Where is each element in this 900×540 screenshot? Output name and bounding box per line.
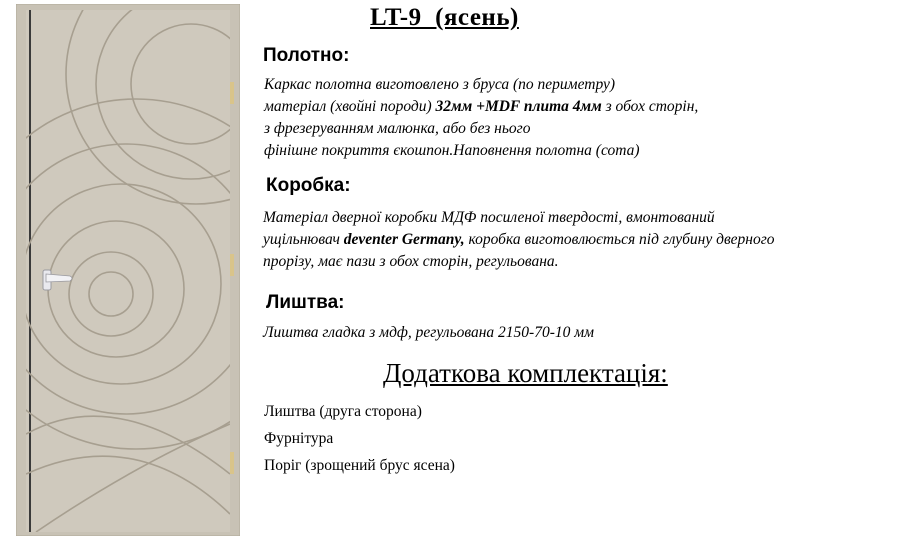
text-line: з фрезеруванням малюнка, або без нього: [264, 120, 531, 137]
list-item: Фурнітура: [264, 430, 334, 447]
text-line: прорізу, має пази з обох сторін, регульована.: [263, 253, 559, 270]
list-item: Поріг (зрощений брус ясена): [264, 457, 455, 474]
product-title: LT-9 (ясень): [370, 4, 519, 31]
list-item: Лиштва (друга сторона): [264, 403, 422, 420]
door-panel: [26, 10, 230, 532]
section-text-lyshtva: [263, 322, 594, 344]
text-line: Каркас полотна виготовлено з бруса (по периметру): [264, 76, 616, 93]
extras-list: [264, 398, 455, 479]
door-image: [16, 4, 240, 536]
text-line: ущільнювач deventer Germany, коробка виготовлюється під глубину дверного: [263, 231, 775, 248]
section-heading-korobka: Коробка:: [266, 175, 351, 196]
section-text-polotno: [264, 74, 698, 162]
section-heading-lyshtva: Лиштва:: [266, 292, 345, 313]
text-line: фінішне покриття єкошпон.Наповнення полотна (сота): [264, 142, 640, 159]
extras-heading: Додаткова комплектація:: [383, 358, 668, 388]
section-heading-polotno: Полотно:: [263, 45, 350, 66]
text-line: матеріал (хвойні породи) 32мм +MDF плита 4мм з обох сторін,: [264, 98, 699, 115]
section-text-korobka: [263, 207, 775, 273]
text-line: Лиштва гладка з мдф, регульована 2150-70-10 мм: [263, 324, 595, 341]
text-line: Матеріал дверної коробки МДФ посиленої твердості, вмонтований: [263, 209, 715, 226]
